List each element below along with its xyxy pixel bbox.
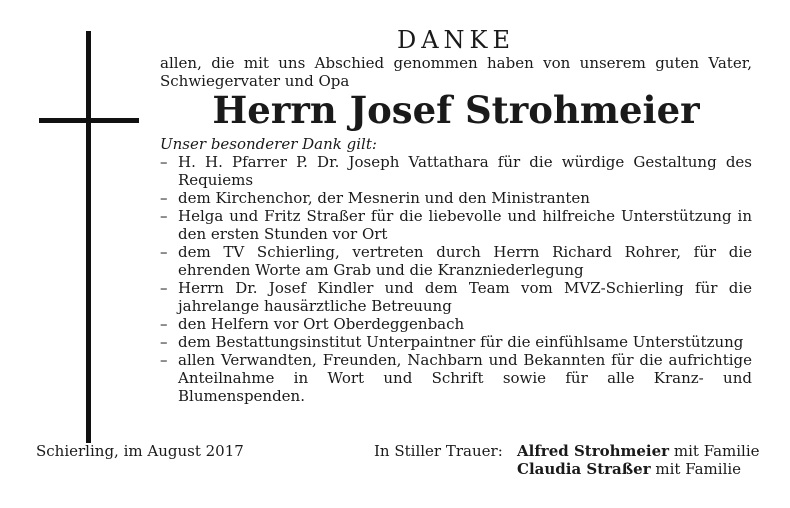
list-item-text: dem Kirchenchor, der Mesnerin und den Ministranten — [178, 189, 590, 207]
list-item-text: Helga und Fritz Straßer für die liebevolle und hilfreiche Unterstützung in den ersten Stunden vor Ort — [178, 207, 752, 243]
thanks-intro: Unser besonderer Dank gilt: — [160, 135, 377, 153]
list-dash: – — [160, 351, 168, 369]
heading: DANKE — [396, 26, 516, 54]
list-dash: – — [160, 189, 168, 207]
list-dash: – — [160, 279, 168, 297]
list-item-text: allen Verwandten, Freunden, Nachbarn und Bekannten für die aufrichtige Anteilnahme in Wort und Schrift sowie für alle Kranz- und Blumenspenden. — [178, 351, 752, 405]
intro-text: allen, die mit uns Abschied genommen haben von unserem guten Vater, Schwiegervater und Opa — [160, 54, 752, 90]
list-item — [160, 333, 752, 351]
list-item-text: den Helfern vor Ort Oberdeggenbach — [178, 315, 465, 333]
list-item — [160, 351, 752, 405]
list-item — [160, 153, 752, 189]
list-dash: – — [160, 315, 168, 333]
mourner-suffix: mit Familie — [655, 460, 742, 478]
list-dash: – — [160, 243, 168, 261]
cross-vertical-bar — [86, 31, 91, 443]
mourner-name: Alfred Strohmeier — [517, 442, 670, 460]
mourner-suffix: mit Familie — [673, 442, 760, 460]
list-item — [160, 189, 752, 207]
list-item — [160, 243, 752, 279]
list-item-text: H. H. Pfarrer P. Dr. Joseph Vattathara für die würdige Gestaltung des Requiems — [178, 153, 752, 189]
mourning-label: In Stiller Trauer: — [374, 442, 503, 460]
list-item-text: dem TV Schierling, vertreten durch Herrn Richard Rohrer, für die ehrenden Worte am Grab und die Kranzniederlegung — [178, 243, 752, 279]
place-date: Schierling, im August 2017 — [36, 442, 244, 460]
mourner — [517, 442, 760, 460]
list-dash: – — [160, 207, 168, 225]
list-item — [160, 279, 752, 315]
cross-horizontal-bar — [39, 118, 139, 123]
list-item — [160, 315, 752, 333]
list-dash: – — [160, 153, 168, 171]
thanks-list — [160, 153, 752, 405]
list-item — [160, 207, 752, 243]
list-dash: – — [160, 333, 168, 351]
list-item-text: dem Bestattungsinstitut Unterpaintner für die einfühlsame Unterstützung — [178, 333, 744, 351]
mourner — [517, 460, 741, 478]
mourner-name: Claudia Straßer — [517, 460, 651, 478]
deceased-name: Herrn Josef Strohmeier — [212, 88, 700, 132]
list-item-text: Herrn Dr. Josef Kindler und dem Team vom MVZ-Schierling für die jahrelange hausärztliche Betreuung — [178, 279, 752, 315]
